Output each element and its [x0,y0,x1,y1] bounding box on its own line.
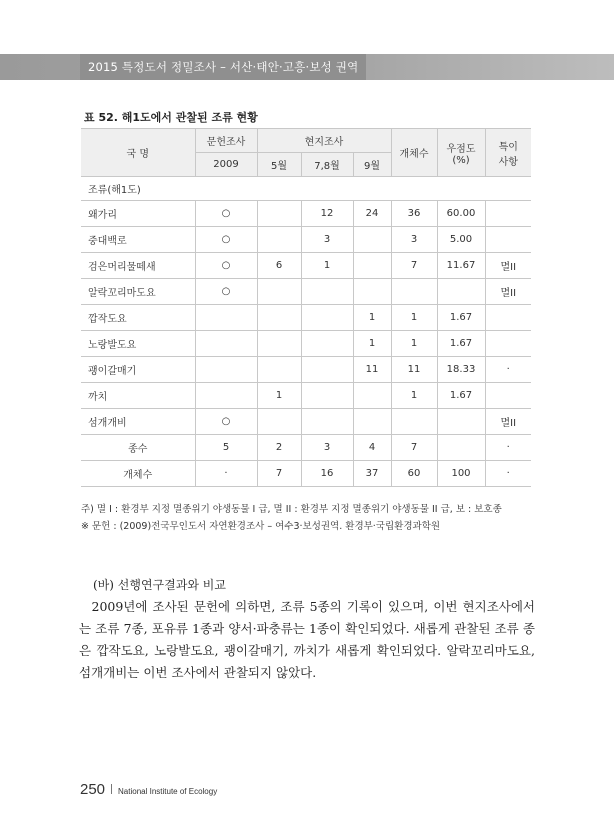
may-value: 6 [257,253,301,279]
species-name: 까치 [81,383,195,409]
literature-mark [195,383,257,409]
literature-mark: ○ [195,201,257,227]
may-value [257,279,301,305]
dominance-value: 11.67 [437,253,485,279]
species-count-dom [437,435,485,461]
bird-status-table [81,128,531,487]
species-name: 중대백로 [81,227,195,253]
footer-divider [111,784,112,794]
individuals-sep: 37 [353,461,391,487]
count-value: 11 [391,357,437,383]
julaug-value [301,409,353,435]
julaug-value: 12 [301,201,353,227]
header-year: 2009 [195,153,257,177]
julaug-value: 3 [301,227,353,253]
note-value: 멸II [485,253,531,279]
sep-value: 1 [353,305,391,331]
group-label: 조류(해1도) [81,177,531,201]
dominance-value: 5.00 [437,227,485,253]
body-paragraph [79,596,535,684]
note-source: ※ 문헌 : (2009)전국무인도서 자연환경조사 – 여수3·보성권역. 환경부·국립환경과학원 [81,521,441,532]
may-value [257,305,301,331]
may-value [257,409,301,435]
species-count-sep: 4 [353,435,391,461]
species-count-label: 종수 [81,435,195,461]
table-row [81,201,531,227]
note-value [485,383,531,409]
sep-value [353,383,391,409]
species-name: 검은머리물떼새 [81,253,195,279]
individuals-may: 7 [257,461,301,487]
header-dominance: 우점도 (%) [437,129,485,177]
count-value: 3 [391,227,437,253]
julaug-value: 1 [301,253,353,279]
sep-value [353,409,391,435]
species-count-lit: 5 [195,435,257,461]
note-value: · [485,357,531,383]
count-value: 36 [391,201,437,227]
species-name: 괭이갈매기 [81,357,195,383]
note-value [485,201,531,227]
table-row [81,383,531,409]
individuals-label: 개체수 [81,461,195,487]
individuals-lit: · [195,461,257,487]
header-name: 국 명 [81,129,195,177]
julaug-value [301,279,353,305]
table-row [81,253,531,279]
table-row [81,357,531,383]
may-value [257,331,301,357]
header-field: 현지조사 [257,129,391,153]
section-title: (바) 선행연구결과와 비교 [93,578,226,592]
dominance-value: 18.33 [437,357,485,383]
individuals-julaug: 16 [301,461,353,487]
count-value [391,409,437,435]
header-literature: 문헌조사 [195,129,257,153]
may-value [257,357,301,383]
species-name: 왜가리 [81,201,195,227]
header-notes: 특이 사항 [485,129,531,177]
species-count-total: 7 [391,435,437,461]
species-count-julaug: 3 [301,435,353,461]
table-row [81,227,531,253]
count-value: 1 [391,305,437,331]
julaug-value [301,331,353,357]
table-row [81,279,531,305]
dominance-value: 1.67 [437,383,485,409]
note-value [485,227,531,253]
page-footer [80,781,217,798]
literature-mark: ○ [195,409,257,435]
header-title: 2015 특정도서 정밀조사 – 서산·태안·고흥·보성 권역 [80,54,366,80]
group-row [81,177,531,201]
may-value [257,227,301,253]
julaug-value [301,357,353,383]
page-number: 250 [80,781,106,798]
note-value: 멸II [485,409,531,435]
species-count-note: · [485,435,531,461]
count-value: 1 [391,383,437,409]
sep-value [353,253,391,279]
dominance-value: 1.67 [437,305,485,331]
note-value [485,305,531,331]
may-value [257,201,301,227]
julaug-value [301,383,353,409]
individuals-total: 60 [391,461,437,487]
dominance-value [437,409,485,435]
literature-mark [195,357,257,383]
literature-mark: ○ [195,227,257,253]
dominance-value: 1.67 [437,331,485,357]
header-count: 개체수 [391,129,437,177]
institute-name: National Institute of Ecology [118,787,218,796]
count-value: 7 [391,253,437,279]
table-row [81,331,531,357]
header-sep: 9월 [353,153,391,177]
species-count-row [81,435,531,461]
sep-value [353,279,391,305]
individuals-dom: 100 [437,461,485,487]
julaug-value [301,305,353,331]
literature-mark [195,331,257,357]
table-caption: 표 52. 해1도에서 관찰된 조류 현황 [84,111,258,124]
literature-mark: ○ [195,253,257,279]
note-value: 멸II [485,279,531,305]
individuals-note: · [485,461,531,487]
note-value [485,331,531,357]
header-bar [0,54,614,80]
count-value [391,279,437,305]
species-name: 알락꼬리마도요 [81,279,195,305]
species-count-may: 2 [257,435,301,461]
species-name: 깝작도요 [81,305,195,331]
individuals-row [81,461,531,487]
sep-value [353,227,391,253]
table-notes [81,501,502,535]
literature-mark: ○ [195,279,257,305]
table-row [81,305,531,331]
table-row [81,409,531,435]
count-value: 1 [391,331,437,357]
literature-mark [195,305,257,331]
header-may: 5월 [257,153,301,177]
sep-value: 1 [353,331,391,357]
header-julaug: 7,8월 [301,153,353,177]
note-legend: 주) 멸 I : 환경부 지정 멸종위기 야생동물 I 급, 멸 II : 환경부 지정 멸종위기 야생동물 II 급, 보 : 보호종 [81,504,502,515]
sep-value: 11 [353,357,391,383]
may-value: 1 [257,383,301,409]
sep-value: 24 [353,201,391,227]
dominance-value: 60.00 [437,201,485,227]
species-name: 노랑발도요 [81,331,195,357]
species-name: 섬개개비 [81,409,195,435]
dominance-value [437,279,485,305]
paragraph-text: 2009년에 조사된 문헌에 의하면, 조류 5종의 기록이 있으며, 이번 현지조사에서는 조류 7종, 포유류 1종과 양서·파충류는 1종이 확인되었다. 새롭게 관찰된 조류 종은 깝작도요, 노랑발도요, 괭이갈매기, 까치가 새롭게 확인되었다. 알락꼬리마도요, 섬개개비는 이번 조사에서 관찰되지 않았다. [79,599,535,680]
